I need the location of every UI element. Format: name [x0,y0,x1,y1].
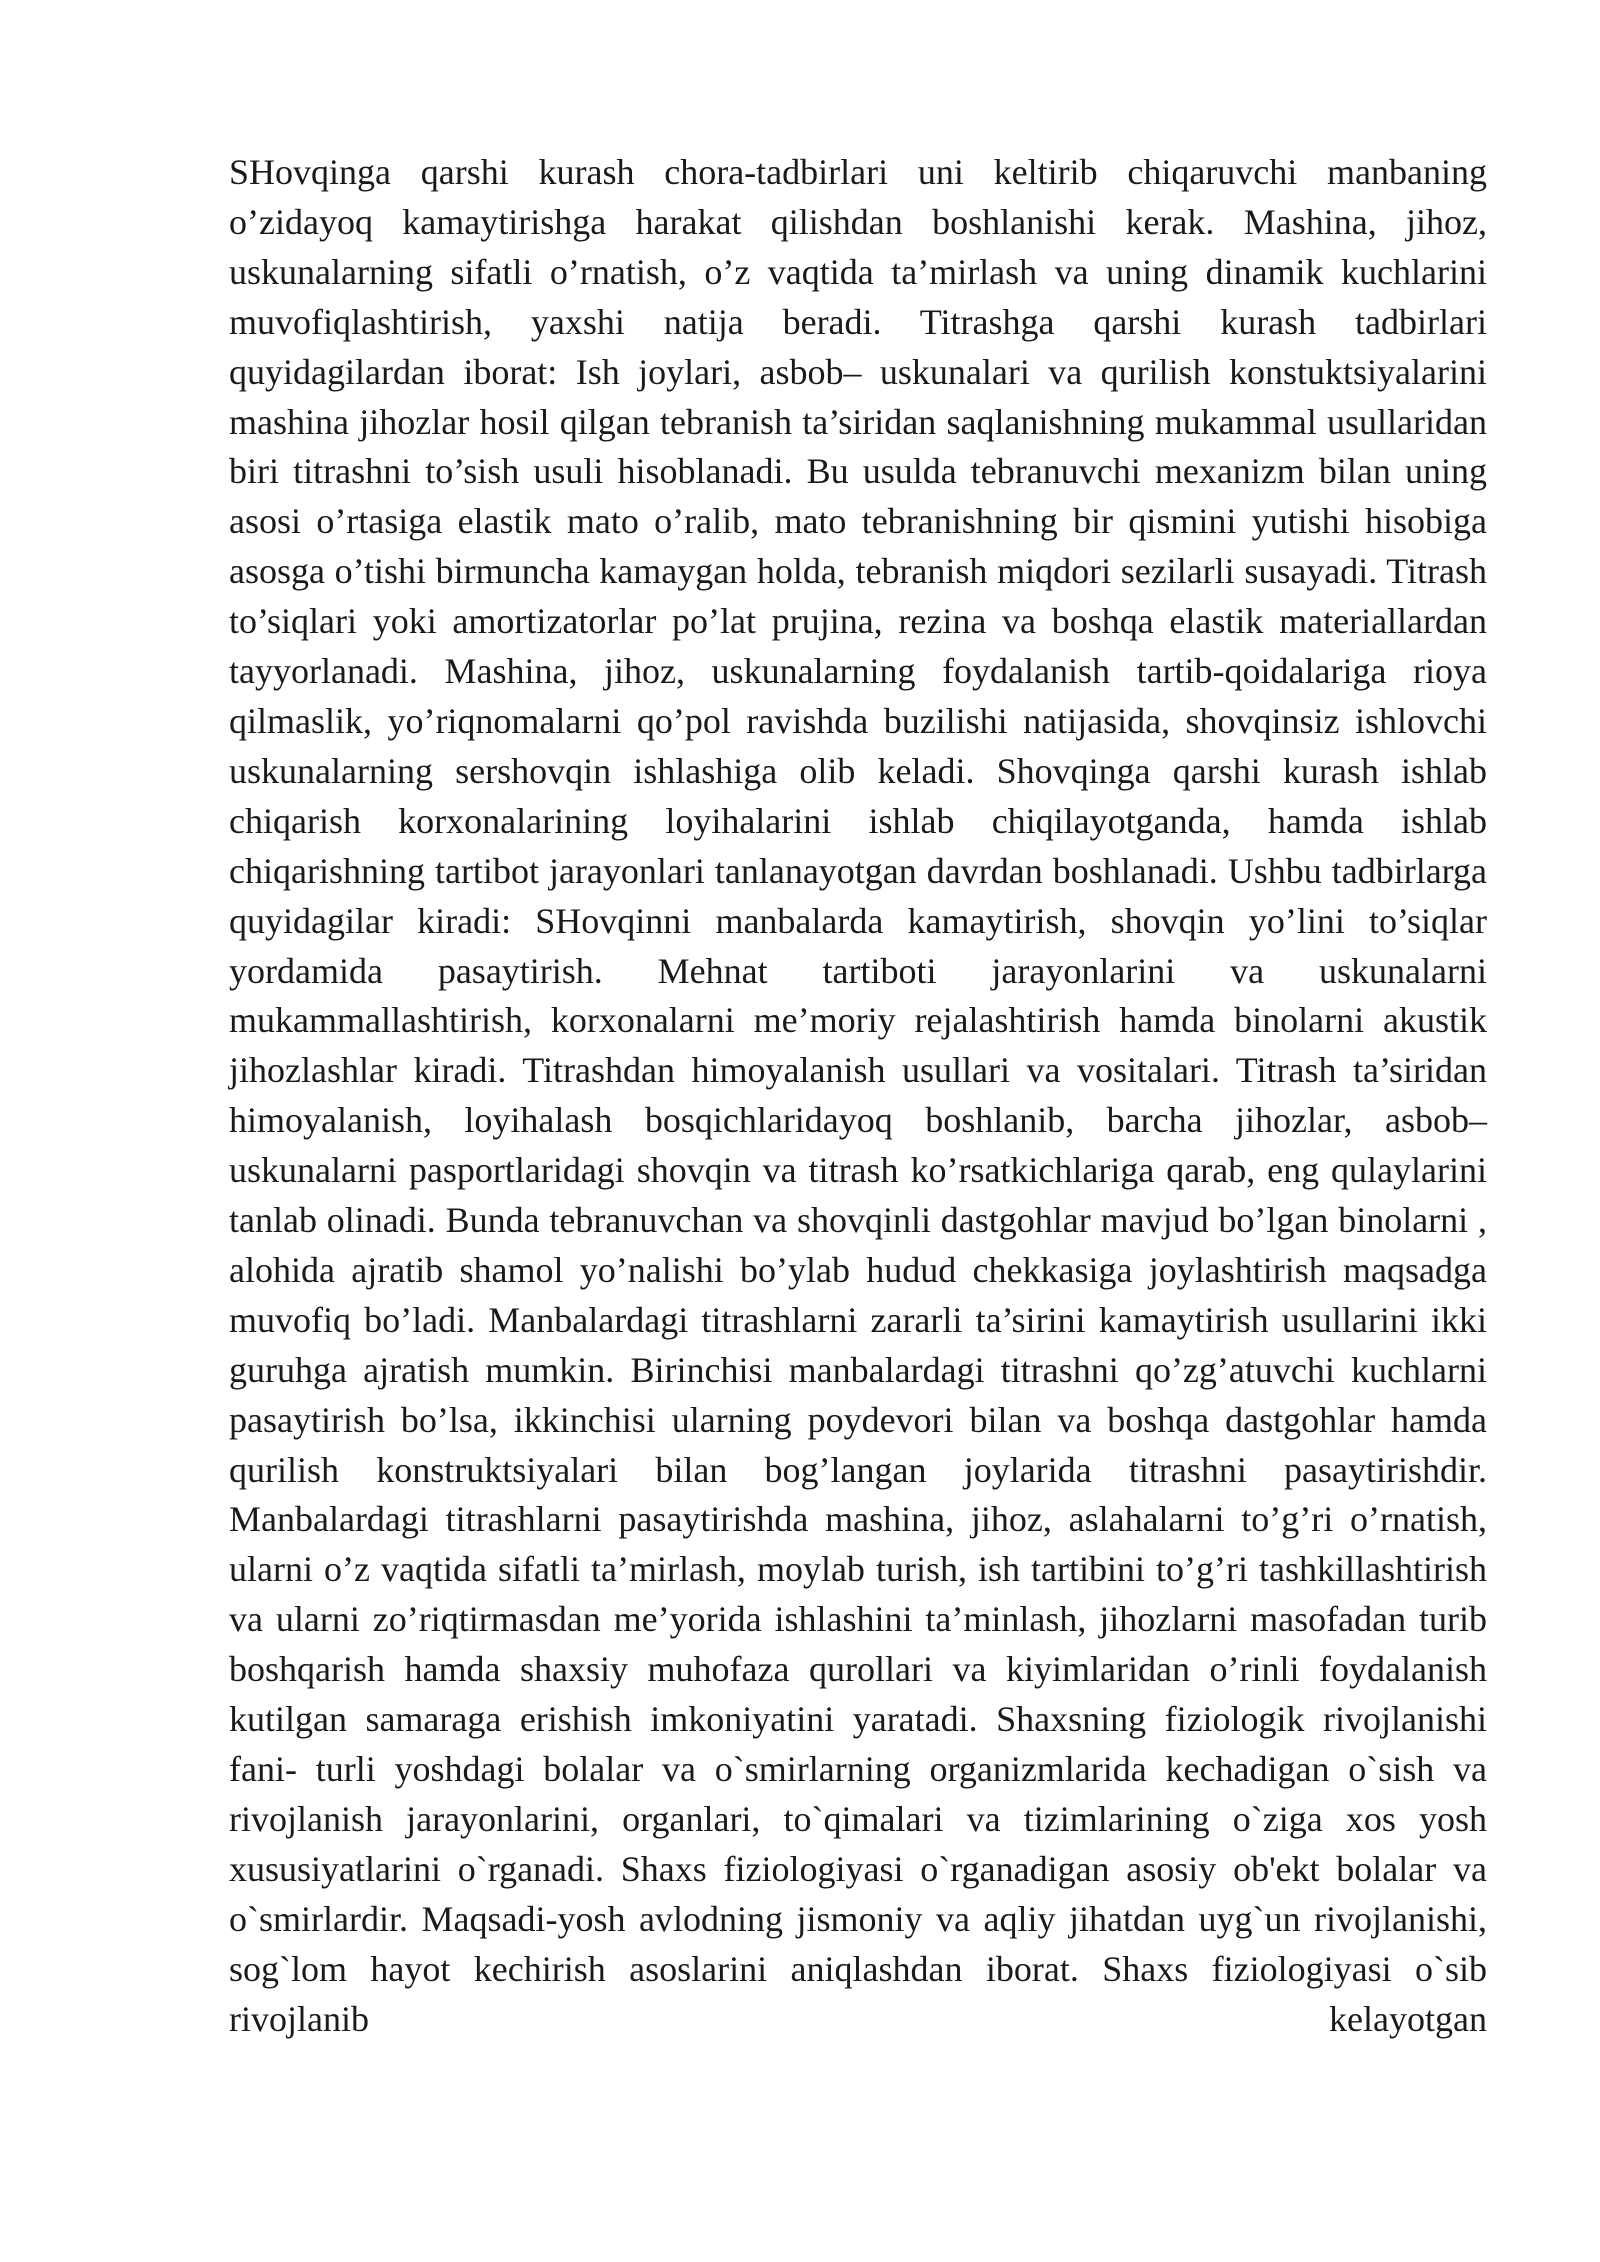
body-paragraph: SHovqinga qarshi kurash chora-tadbirlari uni keltirib chiqaruvchi manbaning o’zidayoq kamaytirishga harakat qilishdan boshlanishi kerak. Mashina, jihoz, uskunalarning sifatli o’rnatish, o’z vaqtida ta’mirlash va uning dinamik kuchlarini muvofiqlashtirish, yaxshi natija beradi. Titrashga qarshi kurash tadbirlari quyidagilardan iborat: Ish joylari, asbob– uskunalari va qurilish konstuktsiyalarini mashina jihozlar hosil qilgan tebranish ta’siridan saqlanishning mukammal usullaridan biri titrashni to’sish usuli hisoblanadi. Bu usulda tebranuvchi mexanizm bilan uning asosi o’rtasiga elastik mato o’ralib, mato tebranishning bir qismini yutishi hisobiga asosga o’tishi birmuncha kamaygan holda, tebranish miqdori sezilarli susayadi. Titrash to’siqlari yoki amortizatorlar po’lat prujina, rezina va boshqa elastik materiallardan tayyorlanadi. Mashina, jihoz, uskunalarning foydalanish tartib-qoidalariga rioya qilmaslik, yo’riqnomalarni qo’pol ravishda buzilishi natijasida, shovqinsiz ishlovchi uskunalarning sershovqin ishlashiga olib keladi. Shovqinga qarshi kurash ishlab chiqarish korxonalarining loyihalarini ishlab chiqilayotganda, hamda ishlab chiqarishning tartibot jarayonlari tanlanayotgan davrdan boshlanadi. Ushbu tadbirlarga quyidagilar kiradi: SHovqinni manbalarda kamaytirish, shovqin yo’lini to’siqlar yordamida pasaytirish. Mehnat tartiboti jarayonlarini va uskunalarni mukammallashtirish, korxonalarni me’moriy rejalashtirish hamda binolarni akustik jihozlashlar kiradi. Titrashdan himoyalanish usullari va vositalari. Titrash ta’siridan himoyalanish, loyihalash bosqichlaridayoq boshlanib, barcha jihozlar, asbob– uskunalarni pasportlaridagi shovqin va titrash ko’rsatkichlariga qarab, eng qulaylarini tanlab olinadi. Bunda tebranuvchan va shovqinli dastgohlar mavjud bo’lgan binolarni , alohida ajratib shamol yo’nalishi bo’ylab hudud chekkasiga joylashtirish maqsadga muvofiq bo’ladi. Manbalardagi titrashlarni zararli ta’sirini kamaytirish usullarini ikki guruhga ajratish mumkin. Birinchisi manbalardagi titrashni qo’zg’atuvchi kuchlarni pasaytirish bo’lsa, ikkinchisi ularning poydevori bilan va boshqa dastgohlar hamda qurilish konstruktsiyalari bilan bog’langan joylarida titrashni pasaytirishdir. Manbalardagi titrashlarni pasaytirishda mashina, jihoz, aslahalarni to’g’ri o’rnatish, ularni o’z vaqtida sifatli ta’mirlash, moylab turish, ish tartibini to’g’ri tashkillashtirish va ularni zo’riqtirmasdan me’yorida ishlashini ta’minlash, jihozlarni masofadan turib boshqarish hamda shaxsiy muhofaza qurollari va kiyimlaridan o’rinli foydalanish kutilgan samaraga erishish imkoniyatini yaratadi. Shaxsning fiziologik rivojlanishi fani- turli yoshdagi bolalar va o`smirlarning organizmlarida kechadigan o`sish va rivojlanish jarayonlarini, organlari, to`qimalari va tizimlarining o`ziga xos yosh xususiyatlarini o`rganadi. Shaxs fiziologiyasi o`rganadigan asosiy ob'ekt bolalar va o`smirlardir. Maqsadi-yosh avlodning jismoniy va aqliy jihatdan uyg`un rivojlanishi, sog`lom hayot kechirish asoslarini aniqlashdan iborat. Shaxs fiziologiyasi o`sib rivojlanib kelayotgan [229,152,1487,2039]
